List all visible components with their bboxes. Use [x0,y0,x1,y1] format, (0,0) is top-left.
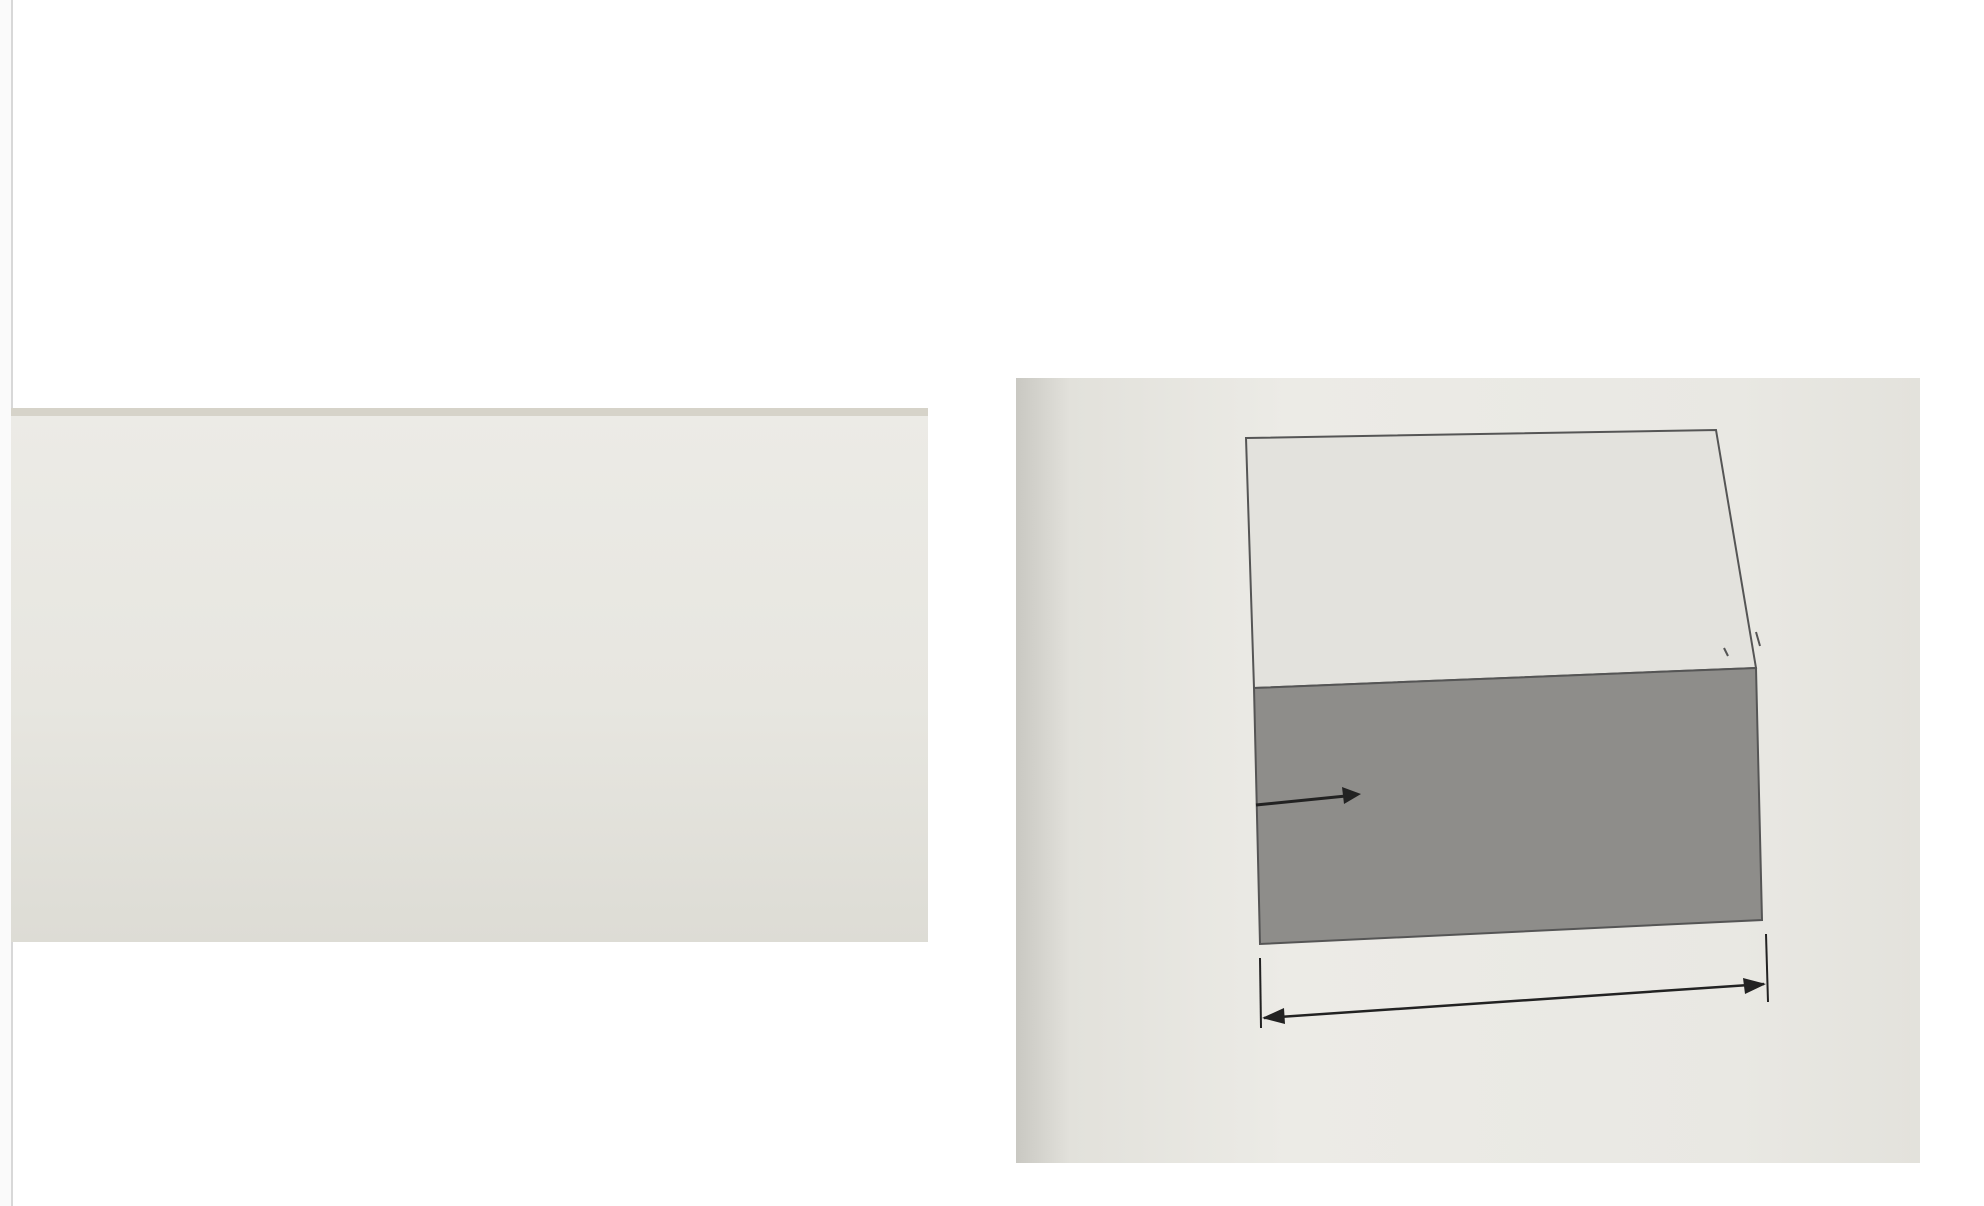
dimension-arrow-right [1743,978,1766,994]
dimension-line [1264,984,1764,1018]
textbook-photo [11,408,928,942]
dimension-right-tick [1766,934,1768,1002]
figure-diagram [1016,378,1920,1163]
cl-bracket-2 [1756,632,1760,646]
dimension-arrow-left [1262,1008,1285,1024]
dimension-left-tick [1260,958,1261,1028]
problem-statement [310,108,1830,140]
figure-photo [1016,378,1920,1163]
top-layer [1246,430,1756,688]
bottom-layer [1254,668,1762,944]
